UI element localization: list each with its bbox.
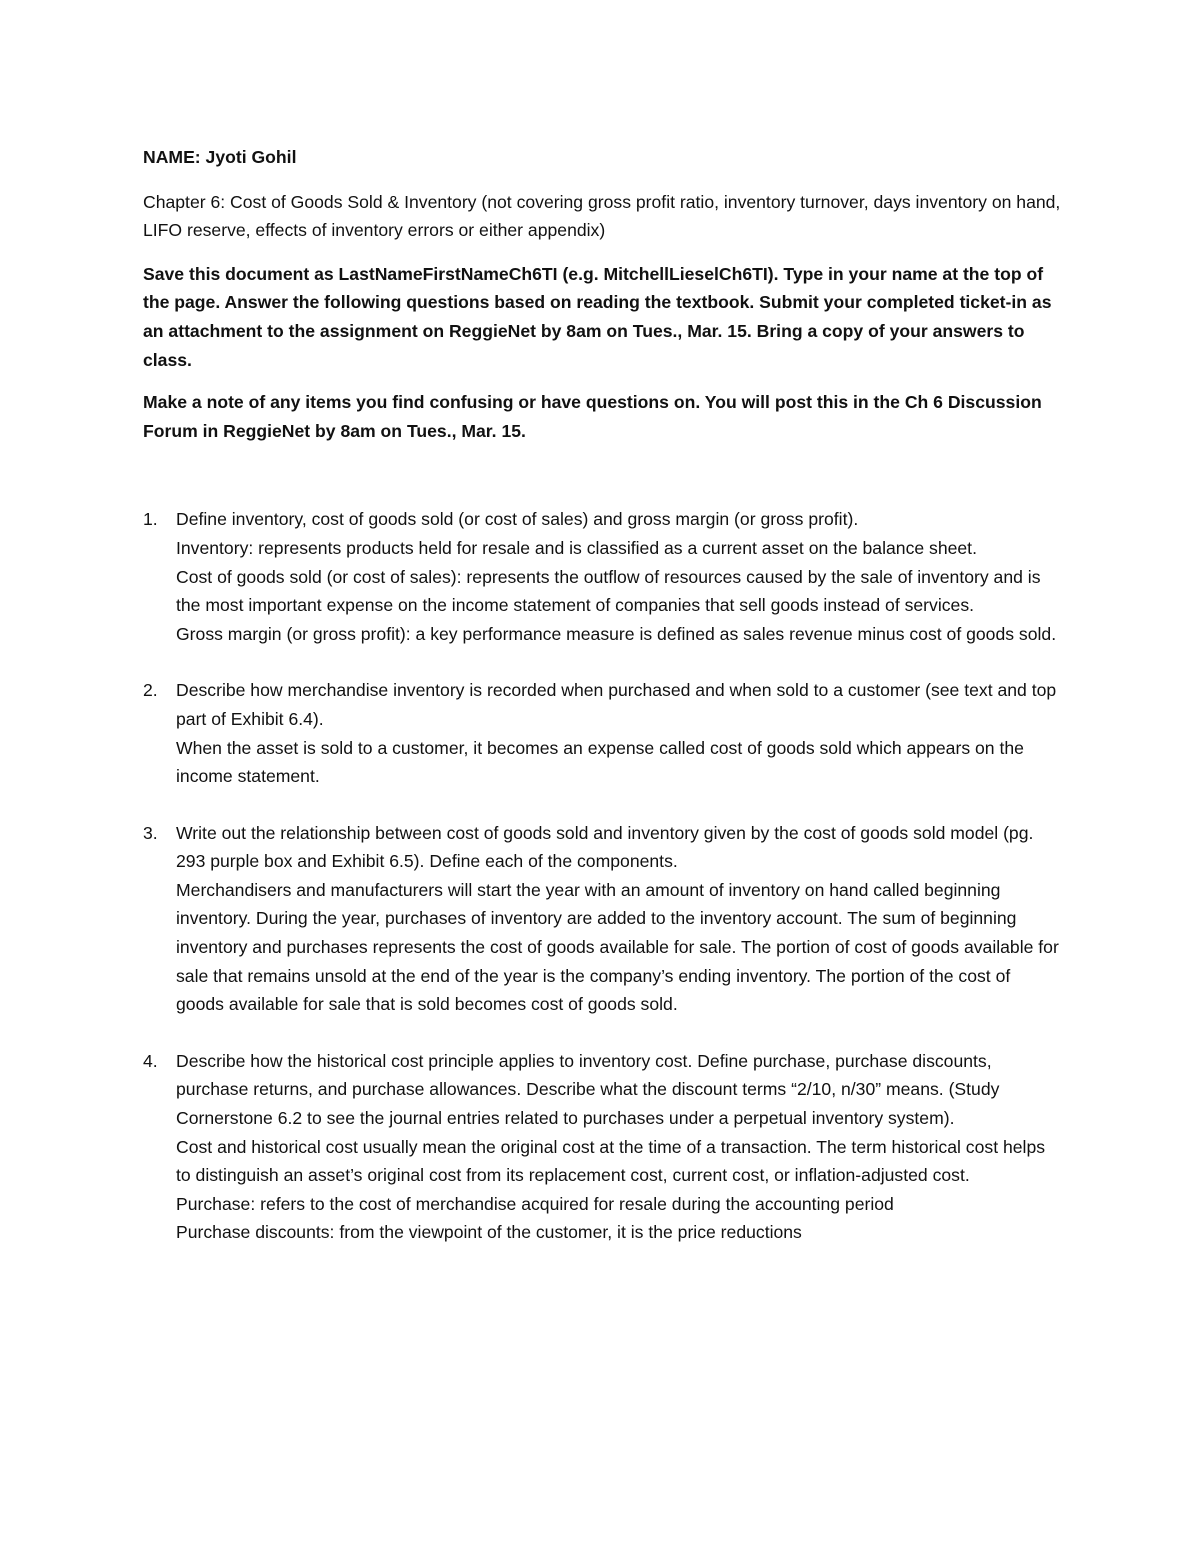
question-3 <box>143 819 1063 1019</box>
question-prompt: Define inventory, cost of goods sold (or cost of sales) and gross margin (or gross profit). <box>176 509 859 530</box>
question-number: 4. <box>143 1050 158 1071</box>
question-list <box>143 505 1063 1247</box>
answer-text: Cost and historical cost usually mean the original cost at the time of a transaction. The term historical cost helps to distinguish an asset’s original cost from its replacement cost, current cost, or inflation-adjusted cost. <box>176 1136 1046 1186</box>
question-prompt: Describe how merchandise inventory is recorded when purchased and when sold to a customer (see text and top part of Exhibit 6.4). <box>176 680 1057 729</box>
answer-text: Cost of goods sold (or cost of sales): represents the outflow of resources caused by the sale of inventory and is the most important expense on the income statement of companies that sell goods instead of services. <box>176 566 1041 616</box>
instructions-paragraph: Save this document as LastNameFirstNameCh6TI (e.g. MitchellLieselCh6TI). Type in your name at the top of the page. Answer the following questions based on reading the textbook. Submit your completed ticket-in as an attachment to the assignment on ReggieNet by 8am on Tues., Mar. 15. Bring a copy of your answers to class. <box>143 263 1052 370</box>
question-number: 1. <box>143 509 158 530</box>
question-2 <box>143 676 1063 790</box>
question-number: 2. <box>143 680 158 701</box>
answer-text: Inventory: represents products held for resale and is classified as a current asset on the balance sheet. <box>176 537 977 558</box>
question-number: 3. <box>143 822 158 843</box>
question-1 <box>143 505 1063 648</box>
answer-text: When the asset is sold to a customer, it becomes an expense called cost of goods sold which appears on the income statement. <box>176 737 1024 787</box>
answer-text: Purchase discounts: from the viewpoint of the customer, it is the price reductions <box>176 1222 802 1243</box>
answer-text: Merchandisers and manufacturers will start the year with an amount of inventory on hand called beginning inventory. During the year, purchases of inventory are added to the inventory account. The sum of beginning inventory and purchases represents the cost of goods available for sale. The portion of cost of goods available for sale that remains unsold at the end of the year is the company’s ending inventory. The portion of the cost of goods available for sale that is sold becomes cost of goods sold. <box>176 879 1059 1015</box>
answer-text: Purchase: refers to the cost of merchandise acquired for resale during the accounting period <box>176 1193 894 1214</box>
answer-text: Gross margin (or gross profit): a key performance measure is defined as sales revenue minus cost of goods sold. <box>176 623 1057 644</box>
chapter-heading: Chapter 6: Cost of Goods Sold & Inventory (not covering gross profit ratio, inventory turnover, days inventory on hand, LIFO reserve, effects of inventory errors or either appendix) <box>143 191 1061 241</box>
discussion-note-paragraph: Make a note of any items you find confusing or have questions on. You will post this in the Ch 6 Discussion Forum in ReggieNet by 8am on Tues., Mar. 15. <box>143 392 1042 441</box>
student-name: NAME: Jyoti Gohil <box>143 147 297 167</box>
question-4 <box>143 1047 1063 1247</box>
question-prompt: Describe how the historical cost principle applies to inventory cost. Define purchase, purchase discounts, purchase returns, and purchase allowances. Describe what the discount terms “2/10, n/30” means. (Study Cornerstone 6.2 to see the journal entries related to purchases under a perpetual inventory system). <box>176 1050 1000 1129</box>
document-body <box>143 143 1063 1275</box>
question-prompt: Write out the relationship between cost of goods sold and inventory given by the cost of goods sold model (pg. 293 purple box and Exhibit 6.5). Define each of the components. <box>176 822 1034 872</box>
